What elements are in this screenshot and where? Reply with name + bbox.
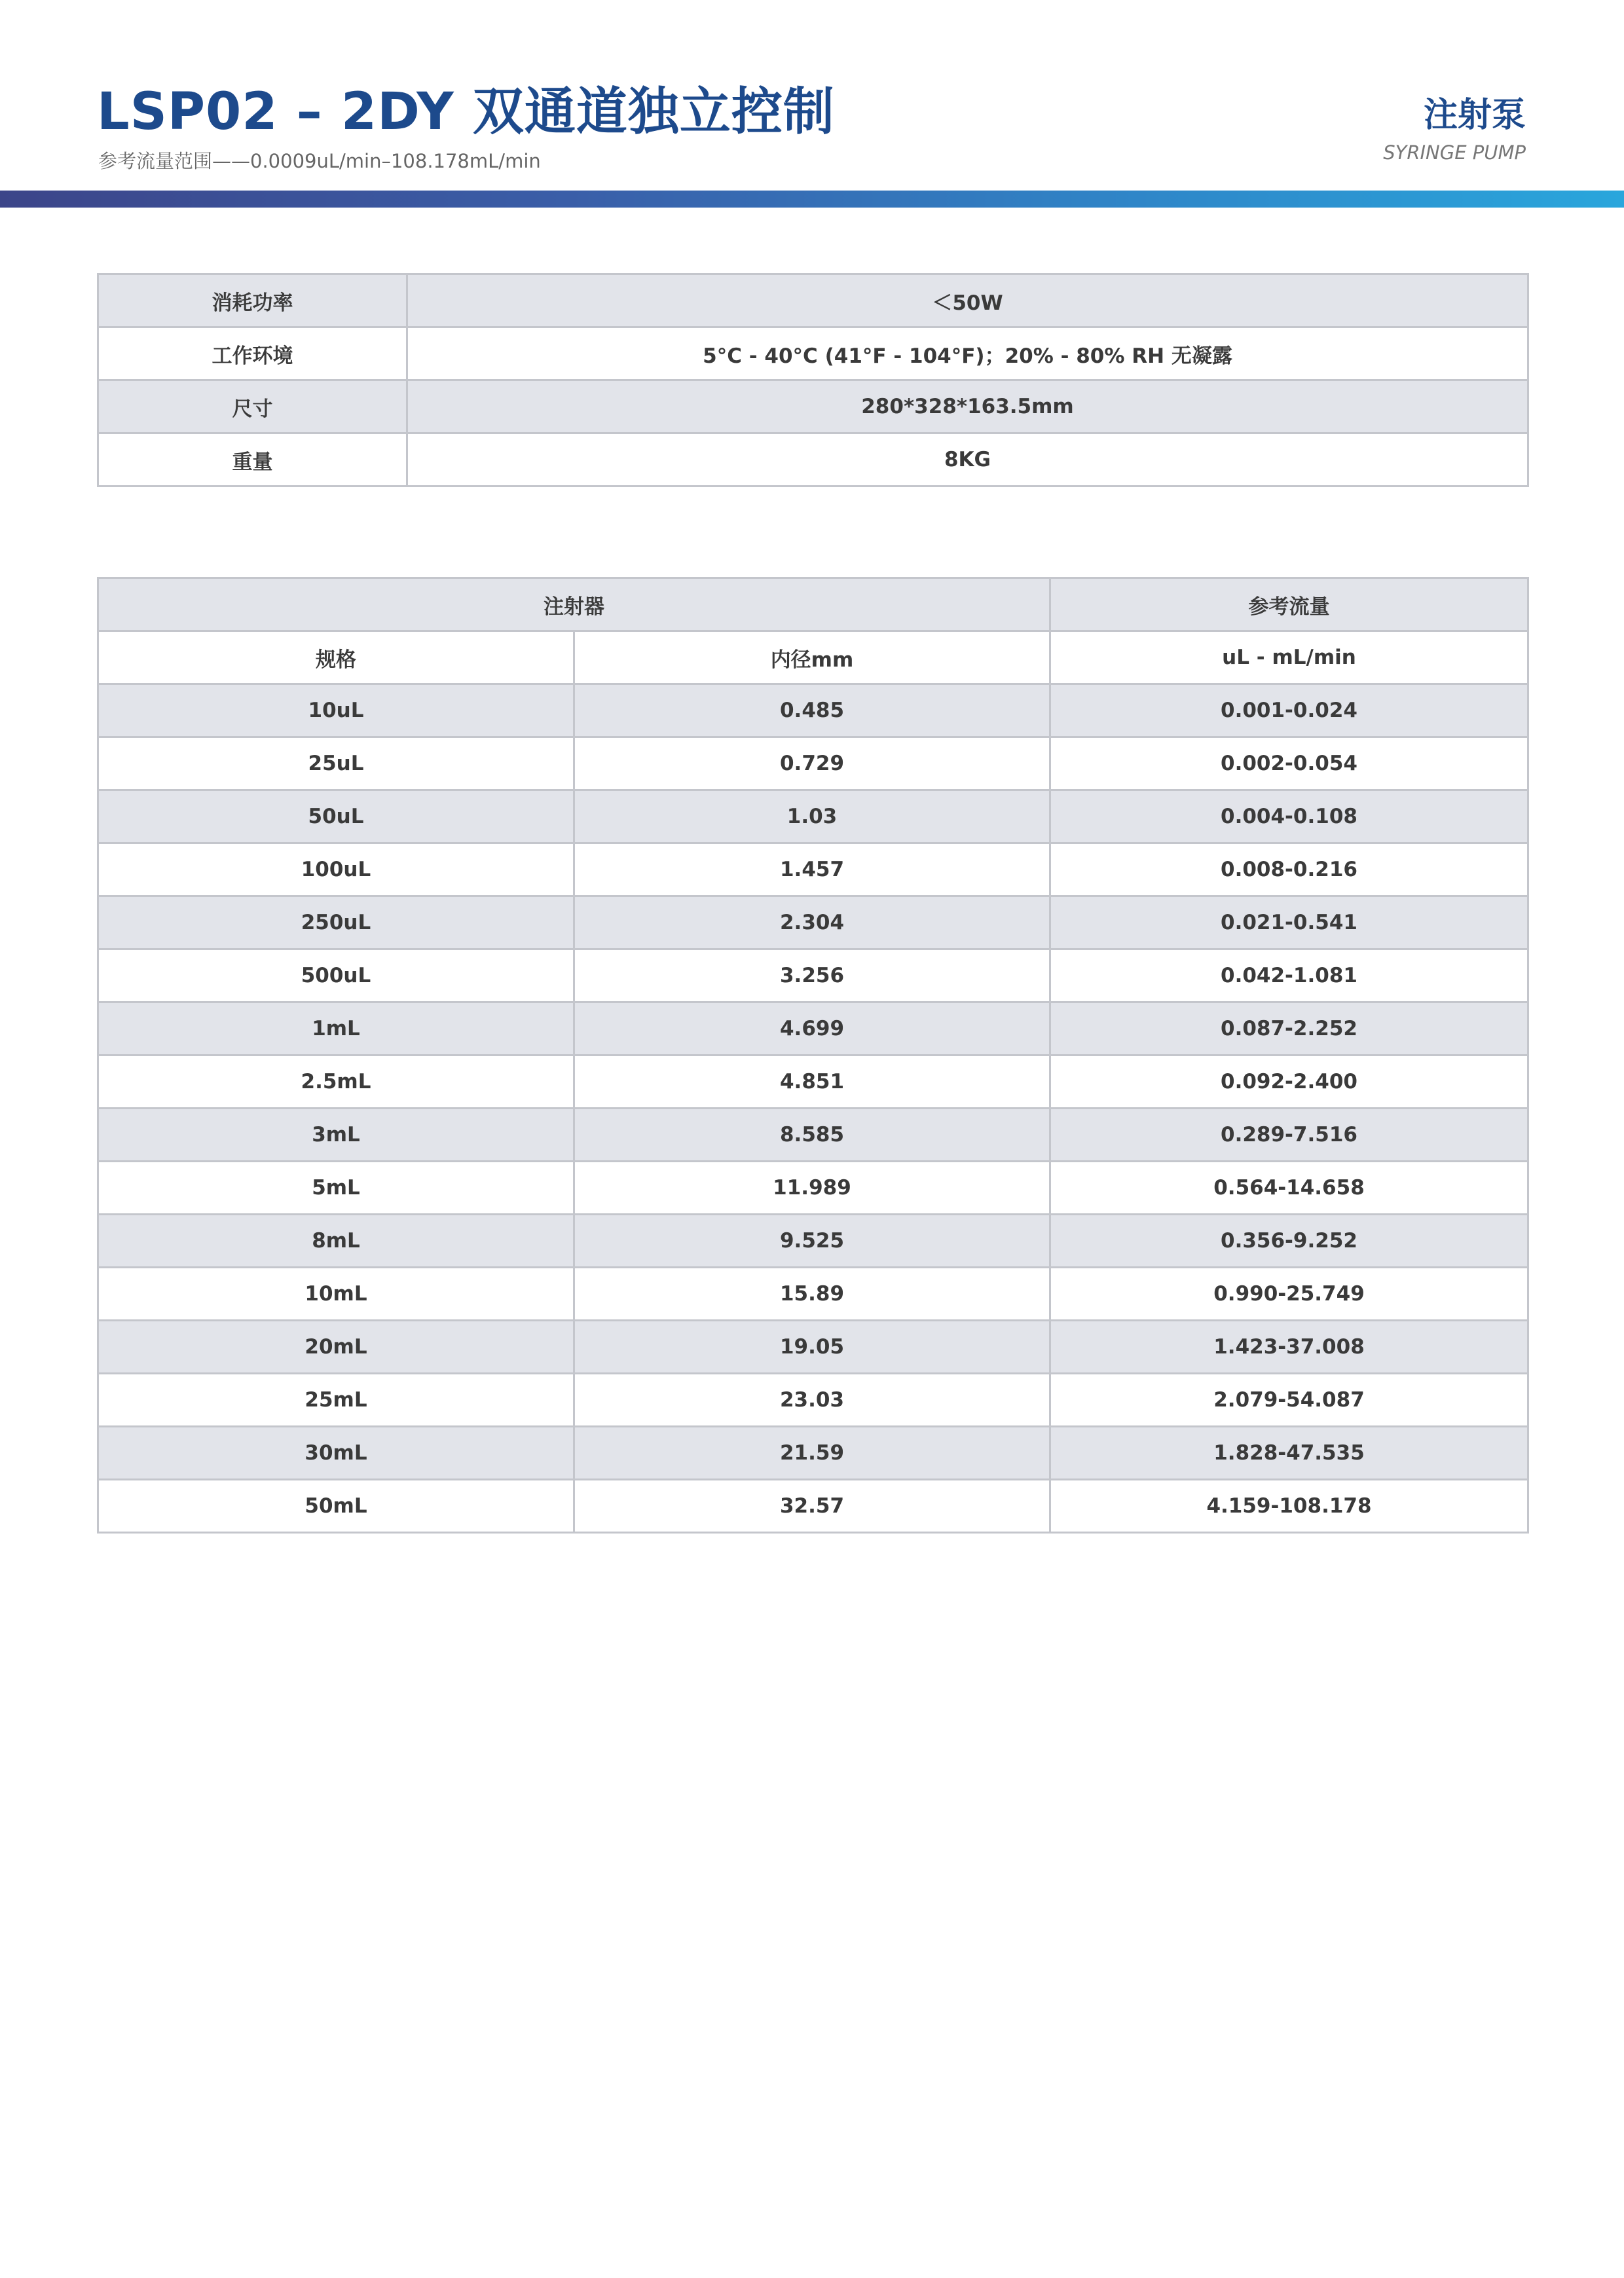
flow-rate-cell: 0.356-9.252 (1050, 1215, 1528, 1268)
table-row (98, 843, 1528, 896)
inner-diameter-cell: 1.457 (574, 843, 1050, 896)
flow-rate-cell: 0.002-0.054 (1050, 737, 1528, 790)
inner-diameter-cell: 32.57 (574, 1480, 1050, 1533)
column-header-row (98, 631, 1528, 684)
table-row (98, 1321, 1528, 1374)
inner-diameter-cell: 23.03 (574, 1374, 1050, 1427)
flow-rate-cell: 2.079-54.087 (1050, 1374, 1528, 1427)
spec-row-power (98, 274, 1528, 327)
table-row (98, 1002, 1528, 1056)
flow-rate-cell: 0.990-25.749 (1050, 1268, 1528, 1321)
spec-label: 工作环境 (98, 327, 407, 380)
inner-diameter-cell: 4.851 (574, 1056, 1050, 1109)
category-title-en: SYRINGE PUMP (1383, 141, 1526, 164)
syringe-size-cell: 500uL (98, 949, 574, 1002)
syringe-size-cell: 10mL (98, 1268, 574, 1321)
flow-group-header: 参考流量 (1050, 578, 1528, 631)
column-header-size: 规格 (98, 631, 574, 684)
spec-row-dimensions (98, 380, 1528, 433)
spec-value: 8KG (407, 433, 1528, 487)
flow-rate-cell: 1.828-47.535 (1050, 1427, 1528, 1480)
table-row (98, 1109, 1528, 1162)
flow-rate-cell: 0.087-2.252 (1050, 1002, 1528, 1056)
flow-rate-cell: 0.042-1.081 (1050, 949, 1528, 1002)
syringe-size-cell: 50mL (98, 1480, 574, 1533)
table-row (98, 1374, 1528, 1427)
table-row (98, 1480, 1528, 1533)
inner-diameter-cell: 19.05 (574, 1321, 1050, 1374)
flow-range-subtitle: 参考流量范围——0.0009uL/min–108.178mL/min (98, 150, 541, 172)
syringe-size-cell: 100uL (98, 843, 574, 896)
syringe-size-cell: 50uL (98, 790, 574, 843)
table-row (98, 949, 1528, 1002)
inner-diameter-cell: 15.89 (574, 1268, 1050, 1321)
inner-diameter-cell: 1.03 (574, 790, 1050, 843)
flow-rate-cell: 0.001-0.024 (1050, 684, 1528, 737)
flow-rate-cell: 0.021-0.541 (1050, 896, 1528, 949)
spec-table (97, 273, 1529, 487)
syringe-table (97, 577, 1529, 1534)
table-row (98, 1215, 1528, 1268)
syringe-group-header: 注射器 (98, 578, 1050, 631)
flow-rate-cell: 0.092-2.400 (1050, 1056, 1528, 1109)
inner-diameter-cell: 9.525 (574, 1215, 1050, 1268)
inner-diameter-cell: 0.729 (574, 737, 1050, 790)
spec-value: 280*328*163.5mm (407, 380, 1528, 433)
flow-rate-cell: 0.289-7.516 (1050, 1109, 1528, 1162)
flow-rate-cell: 4.159-108.178 (1050, 1480, 1528, 1533)
syringe-size-cell: 2.5mL (98, 1056, 574, 1109)
spec-label: 尺寸 (98, 380, 407, 433)
spec-label: 消耗功率 (98, 274, 407, 327)
syringe-size-cell: 5mL (98, 1162, 574, 1215)
spec-row-weight (98, 433, 1528, 487)
inner-diameter-cell: 3.256 (574, 949, 1050, 1002)
flow-rate-cell: 0.008-0.216 (1050, 843, 1528, 896)
group-header-row (98, 578, 1528, 631)
flow-rate-cell: 1.423-37.008 (1050, 1321, 1528, 1374)
syringe-size-cell: 1mL (98, 1002, 574, 1056)
table-row (98, 1427, 1528, 1480)
inner-diameter-cell: 0.485 (574, 684, 1050, 737)
spec-row-environment (98, 327, 1528, 380)
syringe-size-cell: 250uL (98, 896, 574, 949)
syringe-size-cell: 25uL (98, 737, 574, 790)
syringe-size-cell: 3mL (98, 1109, 574, 1162)
syringe-size-cell: 25mL (98, 1374, 574, 1427)
syringe-size-cell: 10uL (98, 684, 574, 737)
page-title: LSP02 – 2DY 双通道独立控制 (97, 83, 835, 141)
inner-diameter-cell: 21.59 (574, 1427, 1050, 1480)
table-row (98, 1162, 1528, 1215)
spec-label: 重量 (98, 433, 407, 487)
inner-diameter-cell: 11.989 (574, 1162, 1050, 1215)
spec-value: ＜50W (407, 274, 1528, 327)
syringe-size-cell: 8mL (98, 1215, 574, 1268)
category-title-cn: 注射泵 (1423, 96, 1526, 135)
syringe-size-cell: 20mL (98, 1321, 574, 1374)
inner-diameter-cell: 2.304 (574, 896, 1050, 949)
table-row (98, 737, 1528, 790)
table-row (98, 896, 1528, 949)
inner-diameter-cell: 8.585 (574, 1109, 1050, 1162)
table-row (98, 1056, 1528, 1109)
syringe-size-cell: 30mL (98, 1427, 574, 1480)
header-gradient-bar (0, 191, 1624, 208)
column-header-inner-diameter: 内径mm (574, 631, 1050, 684)
flow-rate-cell: 0.004-0.108 (1050, 790, 1528, 843)
inner-diameter-cell: 4.699 (574, 1002, 1050, 1056)
table-row (98, 1268, 1528, 1321)
column-header-flow-rate: uL - mL/min (1050, 631, 1528, 684)
table-row (98, 684, 1528, 737)
flow-rate-cell: 0.564-14.658 (1050, 1162, 1528, 1215)
table-row (98, 790, 1528, 843)
spec-value: 5°C - 40°C (41°F - 104°F)；20% - 80% RH 无凝露 (407, 327, 1528, 380)
